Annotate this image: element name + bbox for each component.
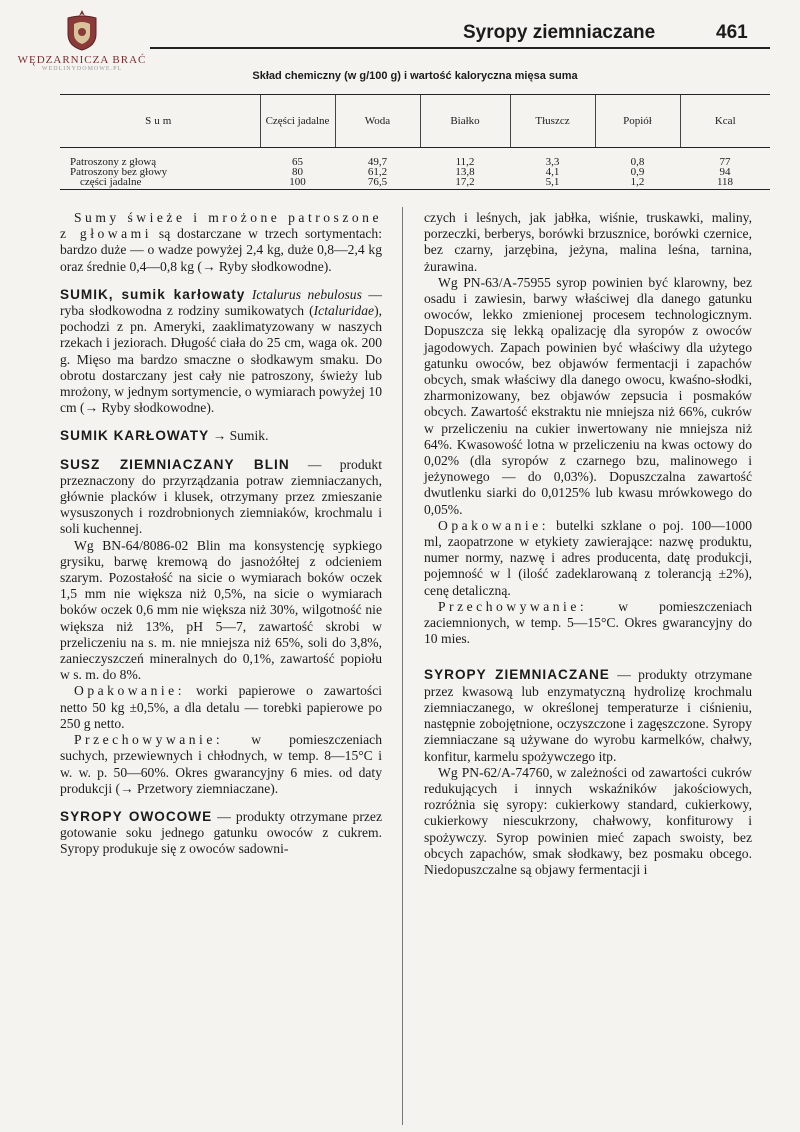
- paragraph: [60, 210, 382, 275]
- logo-brand: WĘDZARNICZA BRAĆ: [17, 54, 147, 66]
- table-header-cell: Białko: [420, 95, 510, 148]
- table-header-cell: Kcal: [680, 95, 770, 148]
- headword: SUSZ ZIEMNIACZANY BLIN: [60, 456, 290, 472]
- running-head: Syropy ziemniaczane: [463, 22, 656, 43]
- table-header-cell: Tłuszcz: [510, 95, 595, 148]
- paragraph-text: butelki szklane o poj. 100—1000 ml, zaopatrzone w etykiety zawierające: nazwę produktu, numer normy, nazwę i adres producenta, datę produkcji, pojemność w l (ilość zadeklarowaną z tolerancją ±2%), cenę detaliczną.: [424, 517, 752, 598]
- paragraph-text: w pomieszczeniach zaciemnionych, w temp. 5—15°C. Okres gwarancyjny do 10 mies.: [424, 598, 752, 647]
- right-column: [424, 210, 752, 878]
- paragraph: [60, 732, 382, 797]
- spaced-lead: Sumy świeże i mrożone patroszone z głowami: [60, 210, 382, 242]
- entry-sumik: [60, 287, 382, 417]
- left-column: [60, 210, 382, 858]
- headword: SUMIK, sumik karłowaty: [60, 286, 246, 302]
- entry-susz-ziemniaczany: [60, 457, 382, 538]
- table-cell: 4,1: [545, 166, 560, 178]
- column-divider: [402, 207, 403, 1125]
- paragraph: Wg BN-64/8086-02 Blin ma konsystencję sypkiego grysiku, barwę kremową do jasnożółtej z odcieniem szarym. Pozostałość na sicie o wymiarach boków oczek 1,5 mm nie większa niż 0,5%, na sicie o wymiarach boków oczek 0,6 mm nie większa niż 30%, wilgotność nie większa niż 13%, pH 5—7, zawartość skrobi w przeliczeniu na s. m. nie mniejsza niż 65%, soli do 3,8%, zanieczyszczeń mineralnych do 0,1%, zawartość popiołu w s. m. do 8%.: [60, 537, 382, 683]
- table-cell: Patroszony z głową: [70, 156, 157, 168]
- headword: SYROPY OWOCOWE: [60, 808, 213, 824]
- latin-name: Ictalurus nebulosus: [251, 286, 362, 302]
- paragraph: Wg PN-63/A-75955 syrop powinien być klarowny, bez osadu i zawiesin, barwy właściwej dla danego gatunku owoców, lekko zmienionej procesem technologicznym. Dopuszcza się lekką opalizację dla syropów z owoców jagodowych. Zapach powinien być właściwy dla użytego gatunku owoców, bez objawów fermentacji i zapachów obcych, smak właściwy dla danego owocu, kwaśno-słodki, zharmonizowany, bez objawów zepsucia i posmaków obcych. Zawartość ekstraktu nie mniejsza niż 66%, cukrów w przeliczeniu na cukier inwertowany nie mniejsza niż 64%. Kwasowość lotna w przeliczeniu na kwas octowy do 0,02% (dla syropów z czarnego bzu, malinowego i jeżynowego — do 0,03%). Dopuszczalna zawartość dwutlenku siarki do 0,0125% lub kwasu mrówkowego do 0,05%.: [424, 274, 752, 517]
- table-cell: 118: [680, 177, 770, 190]
- table-cell: 17,2: [420, 177, 510, 190]
- table-cell: 1,2: [595, 177, 680, 190]
- headword: SYROPY ZIEMNIACZANE: [424, 667, 610, 683]
- entry-syropy-ziemniaczane: [424, 667, 752, 764]
- entry-text: — produkty otrzymane przez gotowanie soku jednego gatunku owoców z cukrem. Syropy produkuje się z owoców sadowni-: [60, 808, 382, 857]
- crest-icon: [64, 8, 100, 52]
- table-cell: 0,9: [630, 166, 645, 178]
- table-header-cell: Woda: [335, 95, 420, 148]
- entry-text: ), pochodzi z pn. Ameryki, zaaklimatyzowany w naszych rzekach i jeziorach. Długość ciała do 25 cm, waga ok. 200 g. Mięso ma bardzo smaczne o słodkawym smaku. Do obrotu dostarczany jest cały nie patroszony, świeży lub mrożony, w jednym sortymencie, o wymiarach powyżej 10 cm (→ Ryby słodkowodne).: [60, 303, 382, 416]
- site-logo: [12, 8, 152, 72]
- table-cell: 100: [260, 177, 335, 190]
- table-cell: 77: [719, 156, 731, 168]
- table-cell: 5,1: [510, 177, 595, 190]
- table-header-cell: Sum: [60, 95, 260, 148]
- paragraph-text: worki papierowe o zawartości netto 50 kg ±0,5%, a dla detalu — torebki papierowe po 250 g netto.: [60, 683, 383, 731]
- paragraph: [424, 518, 752, 599]
- paragraph-text: w pomieszczeniach suchych, przewiewnych i chłodnych, w temp. 8—15°C i w. w. p. 50—60%. Okres gwarancyjny 6 mies. od daty produkcji (→ Przetwory ziemniaczane).: [60, 732, 382, 796]
- table-header-cell: Części jadalne: [260, 95, 335, 148]
- table-cell: 0,8: [630, 156, 645, 168]
- paragraph-text: są dostarczane w trzech sortymentach: bardzo duże — o wadze powyżej 2,4 kg, duże 0,8—2,4 kg oraz średnie 0,4—0,8 kg (→ Ryby słodkowodne).: [60, 226, 382, 274]
- table-cell: 80: [292, 166, 303, 178]
- page-number: 461: [716, 22, 748, 43]
- family-name: Ictaluridae: [313, 303, 375, 319]
- table-cell: 61,2: [367, 166, 388, 178]
- paragraph: Wg PN-62/A-74760, w zależności od zawartości cukrów redukujących i innych wskaźników jakościowych, rozróżnia się syropy: cukierkowy standard, cukierkowy, cukierkowy niescukrzony, chałwowy, konfiturowy i spożywczy. Syrop powinien mieć zapach swoisty, bez obcych zapachów, smak słodkawy, bez posmaku obcego. Niedopuszczalne są objawy fermentacji i: [424, 764, 752, 877]
- logo-url: WEDLINYDOMOWE.PL: [41, 66, 123, 72]
- table-cell: Patroszony bez głowy: [70, 166, 168, 178]
- spaced-lead: Opakowanie:: [438, 517, 549, 533]
- table-row: [60, 167, 770, 177]
- headword: SUMIK KARŁOWATY: [60, 428, 210, 444]
- spaced-lead: Opakowanie:: [74, 683, 185, 699]
- table-cell: 94: [719, 166, 731, 178]
- spaced-lead: Przechowywanie:: [438, 598, 588, 614]
- table-row: [60, 148, 770, 168]
- entry-text: — produkty otrzymane przez kwasową lub enzymatyczną hydrolizę krochmalu ziemniaczanego, w określonej temperaturze i ciśnieniu, następnie zobojętnione, oczyszczone i zagęszczone. Syropy ziemniaczane są używane do wyrobu karmelków, chałwy, konfitur, karmelu spożywczego itp.: [424, 667, 752, 764]
- table-header-row: [60, 95, 770, 148]
- table-cell: 3,3: [545, 156, 560, 168]
- entry-text: — ryba słodkowodna z rodziny sumikowatych (: [60, 286, 383, 319]
- table-header-cell: Popiół: [595, 95, 680, 148]
- chemical-composition-table: [60, 94, 770, 190]
- paragraph: [60, 683, 382, 732]
- table-cell: 49,7: [367, 156, 388, 168]
- entry-sumik-karlowaty: [60, 428, 382, 444]
- cross-reference: → Sumik.: [212, 428, 269, 444]
- paragraph: czych i leśnych, jak jabłka, wiśnie, truskawki, maliny, porzeczki, berberys, borówki brzusznice, borówki czernice, bez czarny, jarzębina, jeżyna, malina leśna, tarnina, żurawina.: [424, 210, 752, 274]
- header-rule: [150, 47, 770, 49]
- table-title: Skład chemiczny (w g/100 g) i wartość kaloryczna mięsa suma: [252, 70, 578, 82]
- table-cell: 65: [292, 156, 303, 168]
- table-cell: 11,2: [455, 156, 475, 168]
- entry-text: — produkt przeznaczony do przyrządzania potraw ziemniaczanych, głównie placków i klusek, otrzymany przez zmieszanie wysuszonych i rozdrobnionych ziemniaków, krochmalu i soli kuchennej.: [60, 456, 383, 537]
- table-cell: części jadalne: [60, 177, 260, 190]
- spaced-lead: Przechowywanie:: [74, 732, 224, 748]
- entry-syropy-owocowe: [60, 809, 382, 858]
- table-cell: 76,5: [335, 177, 420, 190]
- paragraph: [424, 599, 752, 648]
- table-cell: 13,8: [455, 166, 475, 178]
- table-row: [60, 177, 770, 190]
